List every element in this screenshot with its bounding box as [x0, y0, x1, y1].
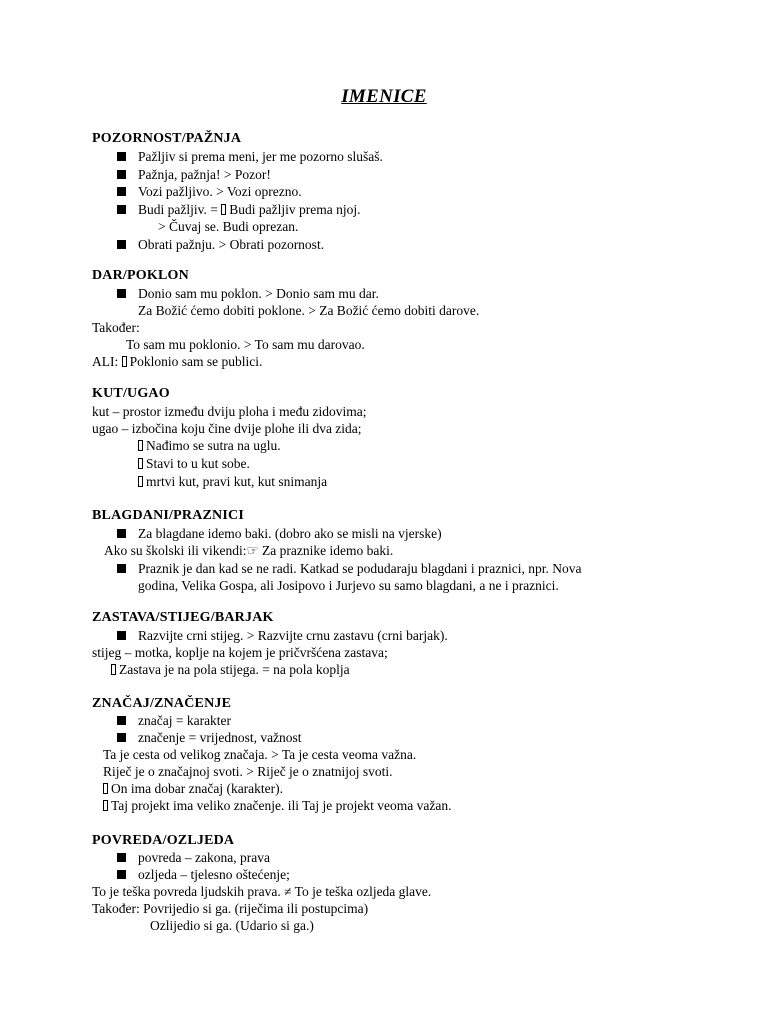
text-fragment: ALI:	[92, 354, 122, 369]
text-fragment: Zastava je na pola stijega. = na pola koplja	[119, 662, 350, 677]
missing-glyph-icon	[122, 356, 127, 367]
missing-glyph-icon	[103, 800, 108, 811]
text-line: Obrati pažnju. > Obrati pozornost.	[138, 237, 325, 252]
missing-glyph-icon	[138, 458, 143, 469]
text-line	[103, 780, 283, 797]
text-line	[138, 201, 360, 218]
text-fragment: Ako su školski ili vikendi:	[104, 543, 247, 558]
bullet-icon	[117, 870, 126, 879]
text-line: To je teška povreda ljudskih prava. ≠ To je teška ozljeda glave.	[92, 884, 432, 899]
section-heading-blagdani: BLAGDANI/PRAZNICI	[92, 508, 244, 523]
section-heading-pozornost: POZORNOST/PAŽNJA	[92, 131, 242, 146]
section-heading-dar: DAR/POKLON	[92, 268, 189, 283]
text-fragment: mrtvi kut, pravi kut, kut snimanja	[146, 474, 328, 489]
text-line: značaj = karakter	[138, 713, 232, 728]
text-line: Također: Povrijedio si ga. (riječima ili postupcima)	[92, 901, 369, 916]
section-heading-povreda: POVREDA/OZLJEDA	[92, 833, 235, 848]
text-line: Za blagdane idemo baki. (dobro ako se misli na vjerske)	[138, 526, 442, 541]
bullet-icon	[117, 631, 126, 640]
bullet-icon	[117, 170, 126, 179]
text-line: Ozlijedio si ga. (Udario si ga.)	[150, 918, 314, 933]
bullet-icon	[117, 529, 126, 538]
bullet-icon	[117, 564, 126, 573]
bullet-icon	[117, 152, 126, 161]
text-line: Donio sam mu poklon. > Donio sam mu dar.	[138, 286, 379, 301]
text-fragment: Taj projekt ima veliko značenje. ili Taj je projekt veoma važan.	[111, 798, 452, 813]
text-line: godina, Velika Gospa, ali Josipovo i Jurjevo su samo blagdani, a ne i praznici.	[138, 578, 559, 593]
missing-glyph-icon	[103, 783, 108, 794]
text-fragment: Budi pažljiv prema njoj.	[229, 202, 361, 217]
bullet-icon	[117, 240, 126, 249]
text-line: ugao – izbočina koju čine dvije plohe ili dva zida;	[92, 421, 362, 436]
text-line: stijeg – motka, koplje na kojem je pričvršćena zastava;	[92, 645, 388, 660]
bullet-icon	[117, 205, 126, 214]
text-line	[138, 455, 250, 472]
text-fragment: Poklonio sam se publici.	[129, 354, 263, 369]
text-line: To sam mu poklonio. > To sam mu darovao.	[126, 337, 365, 352]
missing-glyph-icon	[111, 664, 116, 675]
text-line: povreda – zakona, prava	[138, 850, 270, 865]
missing-glyph-icon	[221, 204, 226, 215]
text-line	[138, 473, 327, 490]
text-line: ozljeda – tjelesno oštećenje;	[138, 867, 290, 882]
pointing-hand-icon: ☞	[246, 543, 259, 558]
text-fragment: On ima dobar značaj (karakter).	[111, 781, 284, 796]
text-line: značenje = vrijednost, važnost	[138, 730, 302, 745]
text-line: Praznik je dan kad se ne radi. Katkad se podudaraju blagdani i praznici, npr. Nova	[138, 561, 582, 576]
text-line: Ta je cesta od velikog značaja. > Ta je cesta veoma važna.	[103, 747, 417, 762]
missing-glyph-icon	[138, 476, 143, 487]
section-heading-zastava: ZASTAVA/STIJEG/BARJAK	[92, 610, 274, 625]
text-line: Također:	[92, 320, 140, 335]
text-line: Za Božić ćemo dobiti poklone. > Za Božić ćemo dobiti darove.	[138, 303, 480, 318]
section-heading-kut: KUT/UGAO	[92, 386, 170, 401]
text-line: Riječ je o značajnoj svoti. > Riječ je o znatnijoj svoti.	[103, 764, 393, 779]
text-fragment: Stavi to u kut sobe.	[146, 456, 250, 471]
text-line: kut – prostor između dviju ploha i među zidovima;	[92, 404, 367, 419]
missing-glyph-icon	[138, 440, 143, 451]
bullet-icon	[117, 716, 126, 725]
text-line: Razvijte crni stijeg. > Razvijte crnu zastavu (crni barjak).	[138, 628, 448, 643]
bullet-icon	[117, 853, 126, 862]
document-title: IMENICE	[341, 86, 427, 107]
text-line	[103, 797, 451, 814]
section-heading-znacaj: ZNAČAJ/ZNAČENJE	[92, 696, 232, 711]
text-line: Pažnja, pažnja! > Pozor!	[138, 167, 271, 182]
text-line	[138, 437, 281, 454]
bullet-icon	[117, 733, 126, 742]
text-line	[104, 542, 393, 559]
bullet-icon	[117, 187, 126, 196]
text-line	[111, 661, 350, 678]
text-fragment: Nađimo se sutra na uglu.	[146, 438, 281, 453]
text-fragment: Budi pažljiv. =	[138, 202, 222, 217]
text-fragment: Za praznike idemo baki.	[258, 543, 394, 558]
text-line: > Čuvaj se. Budi oprezan.	[158, 219, 299, 234]
text-line: Vozi pažljivo. > Vozi oprezno.	[138, 184, 302, 199]
text-line: Pažljiv si prema meni, jer me pozorno slušaš.	[138, 149, 383, 164]
bullet-icon	[117, 289, 126, 298]
text-line	[92, 353, 262, 370]
